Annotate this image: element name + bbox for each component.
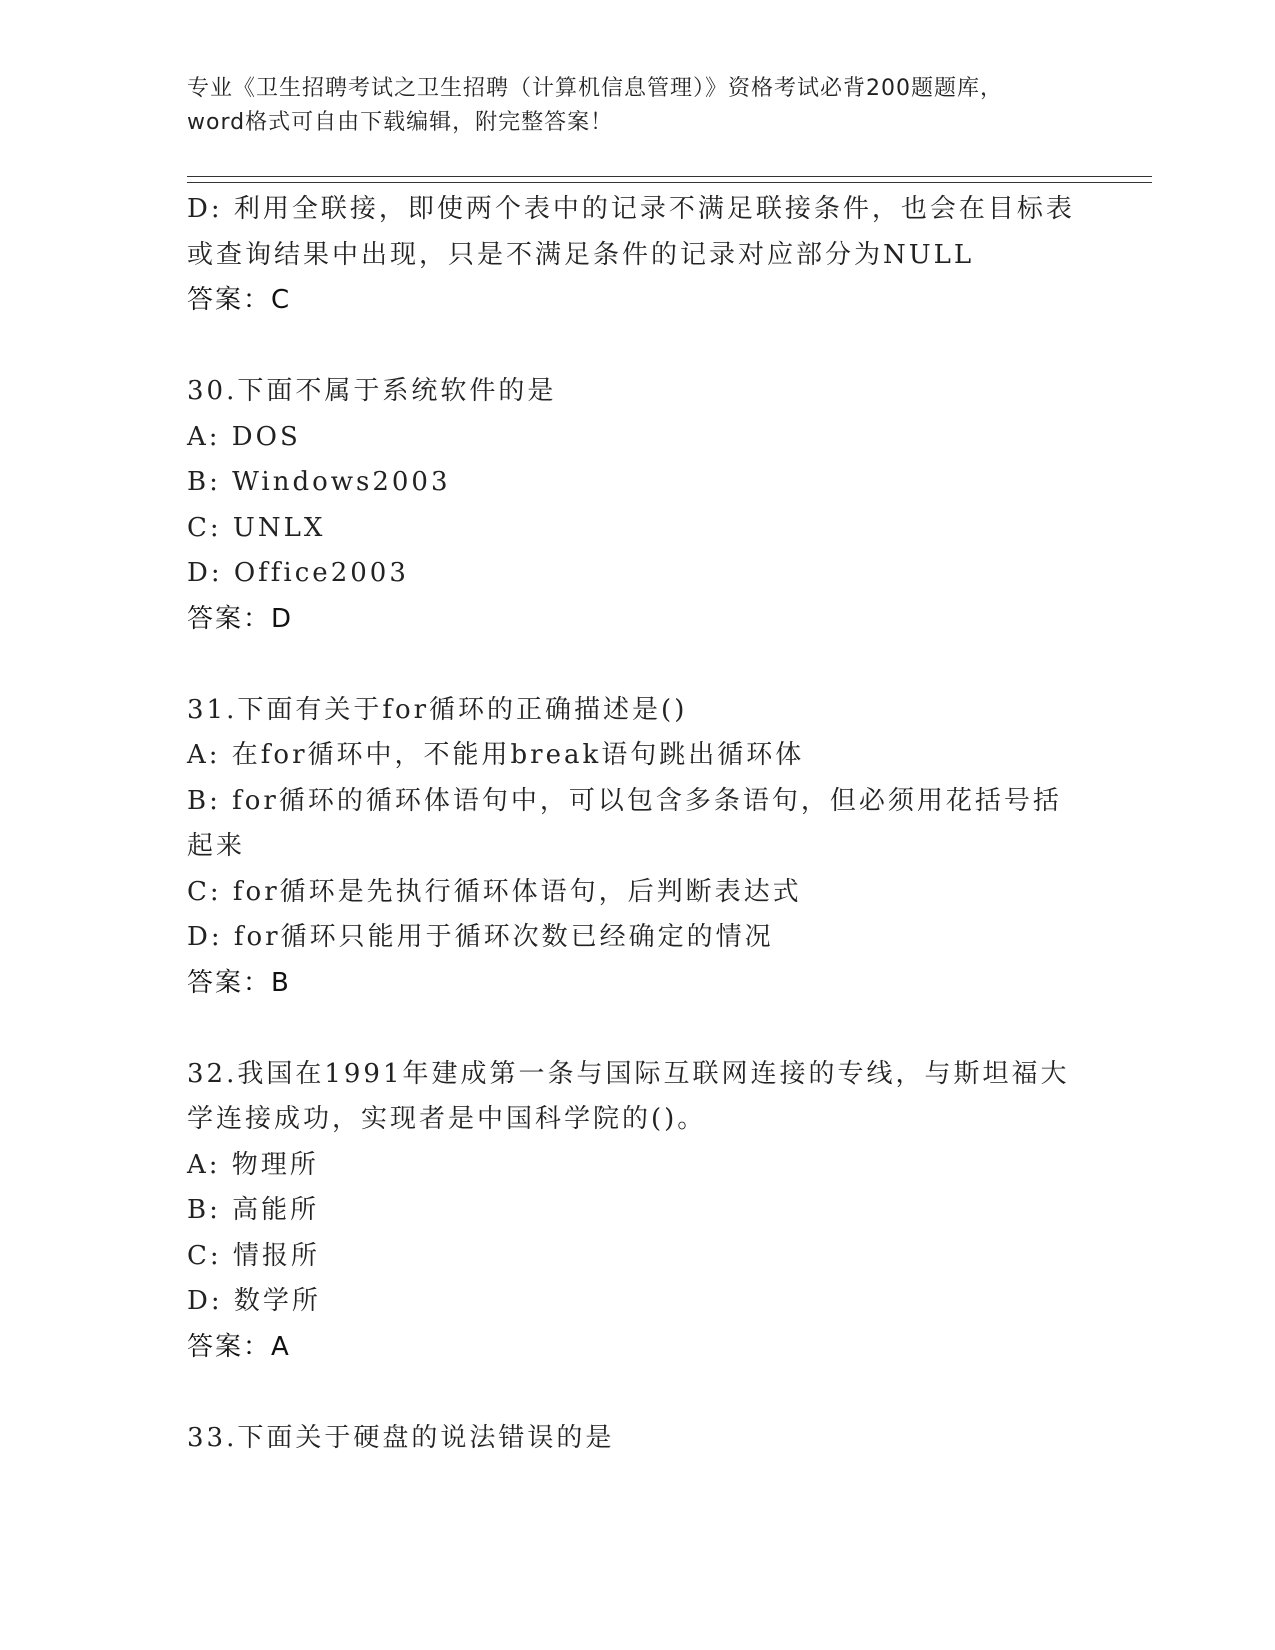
question-31	[187, 688, 1087, 1007]
question-30	[187, 369, 1087, 642]
option-c: C: UNLX	[187, 512, 326, 543]
header-divider-top	[187, 176, 1152, 177]
spacer	[187, 1370, 1087, 1416]
option-c: C: 情报所	[187, 1240, 320, 1271]
option-d-line: 或查询结果中出现，只是不满足条件的记录对应部分为NULL	[187, 239, 975, 270]
question-list	[187, 187, 1087, 1461]
option-b: B: for循环的循环体语句中，可以包含多条语句，但必须用花括号括	[187, 785, 1062, 816]
answer-label: 答案：B	[187, 967, 291, 998]
spacer	[187, 642, 1087, 688]
option-a: A: 在for循环中，不能用break语句跳出循环体	[187, 740, 805, 770]
answer-label: 答案：C	[187, 285, 292, 315]
question-stem: 31.下面有关于for循环的正确描述是()	[187, 694, 688, 725]
header-title-line-1: 专业《卫生招聘考试之卫生招聘（计算机信息管理）》资格考试必背200题题库，	[187, 76, 1003, 101]
spacer	[187, 324, 1087, 370]
document-header	[187, 72, 1067, 140]
answer-label: 答案：D	[187, 603, 294, 634]
question-stem-continued: 学连接成功，实现者是中国科学院的()。	[187, 1104, 707, 1134]
option-d: D: 数学所	[187, 1286, 321, 1316]
option-a: A: DOS	[187, 421, 301, 452]
option-a: A: 物理所	[187, 1149, 319, 1180]
question-33	[187, 1416, 1087, 1462]
option-b: B: 高能所	[187, 1195, 320, 1225]
question-29-tail	[187, 187, 1087, 324]
header-title-line-2: word格式可自由下载编辑，附完整答案！	[187, 110, 614, 135]
option-d-line: D: 利用全联接，即使两个表中的记录不满足联接条件，也会在目标表	[187, 194, 1075, 224]
question-32	[187, 1052, 1087, 1371]
option-b-continued: 起来	[187, 831, 246, 861]
option-c: C: for循环是先执行循环体语句，后判断表达式	[187, 876, 802, 907]
question-stem: 32.我国在1991年建成第一条与国际互联网连接的专线，与斯坦福大	[187, 1058, 1070, 1089]
question-stem: 30.下面不属于系统软件的是	[187, 376, 557, 406]
header-divider-bottom	[187, 182, 1152, 183]
option-b: B: Windows2003	[187, 467, 451, 497]
spacer	[187, 1006, 1087, 1052]
question-stem: 33.下面关于硬盘的说法错误的是	[187, 1422, 615, 1453]
option-d: D: Office2003	[187, 558, 409, 588]
option-d: D: for循环只能用于循环次数已经确定的情况	[187, 922, 774, 952]
answer-label: 答案：A	[187, 1331, 291, 1362]
